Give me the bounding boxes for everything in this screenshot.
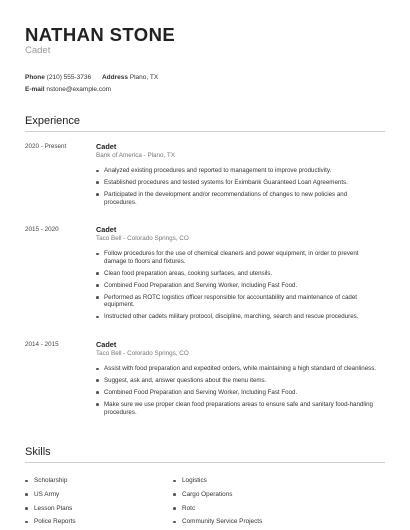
list-item: Scholarship [25,477,175,491]
bullet-icon [96,193,99,196]
job-dates: 2014 - 2015 [25,341,59,348]
phone-label: Phone [25,74,45,81]
bullet-icon [25,493,28,496]
bullet-icon [96,272,99,275]
address-label: Address [101,74,128,81]
list-item: Logistics [173,477,323,491]
bullet-icon [96,170,99,173]
list-item: Instructed other cadets military protocol, discipline, marching, search and rescue procedures. [96,313,380,321]
candidate-name: NATHAN STONE [25,24,176,45]
list-item: Community Service Projects [173,518,323,530]
job-title: Cadet [96,225,117,234]
list-item: Participated in the development and/or recommendations of changes to new policies and procedures. [96,191,380,206]
list-item: Police Reports [25,518,175,530]
candidate-role: Cadet [25,45,51,56]
list-item: Assist with food preparation and expedited orders, while maintaining a high standard of cleanliness. [96,365,380,373]
skills-left-column [25,477,175,530]
list-item: Analyzed existing procedures and reported to management to improve productivity. [96,167,380,175]
contact-line-1 [25,74,158,81]
bullet-icon [96,284,99,287]
job-bullets [96,250,380,321]
bullet-icon [25,480,28,483]
skills-right-column [173,477,323,530]
skills-divider [25,462,385,463]
bullet-icon [96,368,99,371]
job-dates: 2020 - Present [25,143,67,150]
list-item: US Army [25,491,175,505]
bullet-icon [96,391,99,394]
list-item: Make sure we use proper clean food preparations areas to ensure safe and sanitary food-handling procedures. [96,401,380,416]
bullet-icon [96,379,99,382]
address-value: Plano, TX [129,74,159,81]
list-item: Suggest, ask and, answer questions about the menu items. [96,377,380,385]
job-title: Cadet [96,142,117,151]
job-dates: 2015 - 2020 [25,226,59,233]
bullet-icon [25,521,28,524]
phone-value: (210) 555-3736 [46,74,92,81]
job-title: Cadet [96,340,117,349]
email-value: nstone@example.com [46,86,112,93]
bullet-icon [96,181,99,184]
bullet-icon [173,507,176,510]
job-employer: Bank of America - Plano, TX [96,152,175,159]
job-employer: Taco Bell - Colorado Springs, CO [96,235,189,242]
list-item: Clean food preparation areas, cooking surfaces, and utensils. [96,270,380,278]
email-label: E-mail [25,86,45,93]
experience-heading: Experience [25,115,81,127]
list-item: Lesson Plans [25,505,175,519]
bullet-icon [96,296,99,299]
bullet-icon [173,480,176,483]
list-item: Cargo Operations [173,491,323,505]
job-employer: Taco Bell - Colorado Springs, CO [96,350,189,357]
job-bullets [96,365,380,416]
list-item: Rotc [173,505,323,519]
experience-divider [25,131,385,132]
bullet-icon [173,521,176,524]
bullet-icon [96,253,99,256]
list-item: Follow procedures for the use of chemical cleaners and power equipment, in order to prevent damage to floors and fixtures. [96,250,380,265]
bullet-icon [25,507,28,510]
contact-line-2 [25,86,111,93]
bullet-icon [96,403,99,406]
list-item: Combined Food Preparation and Serving Worker, Including Fast Food. [96,282,380,290]
list-item: Established procedures and tested systems for Eximbank Guaranteed Loan Agreements. [96,179,380,187]
list-item: Combined Food Preparation and Serving Worker, Including Fast Food. [96,389,380,397]
skills-heading: Skills [25,446,51,458]
job-bullets [96,167,380,206]
bullet-icon [96,316,99,319]
bullet-icon [173,493,176,496]
list-item: Performed as ROTC logistics officer responsible for accountability and maintenance of cadet equipment. [96,294,380,309]
